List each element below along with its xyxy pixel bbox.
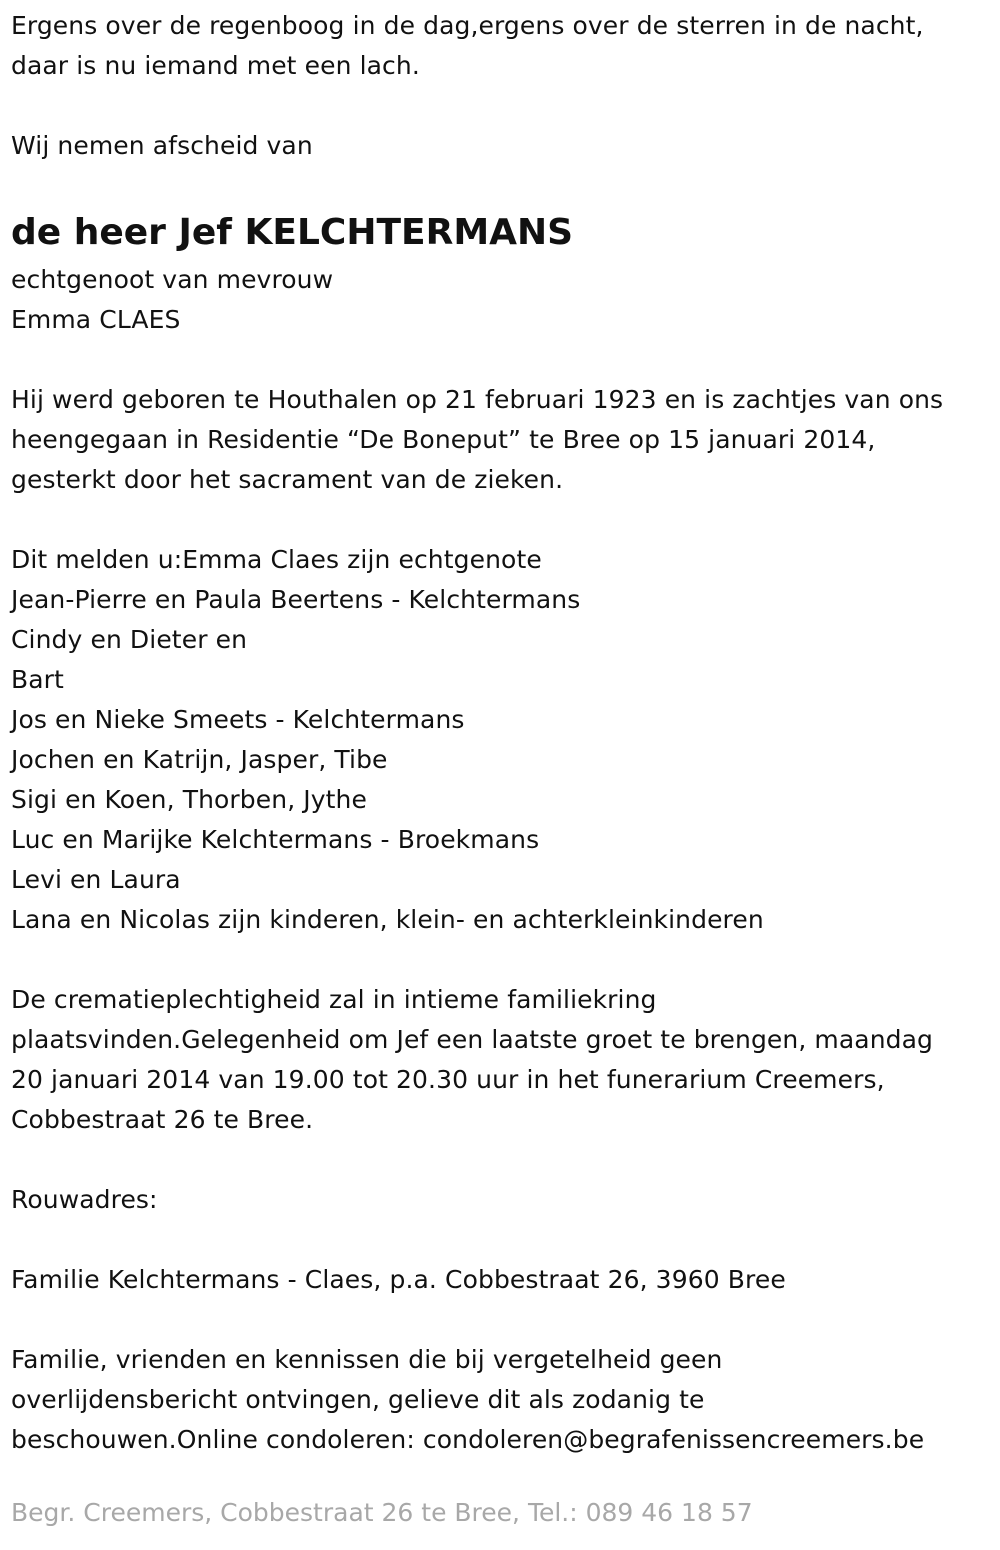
family-list xyxy=(11,540,996,940)
family-line: Jochen en Katrijn, Jasper, Tibe xyxy=(11,745,388,774)
ceremony-line: De crematieplechtigheid zal in intieme familiekring xyxy=(11,985,657,1014)
birth-death-line-2: heengegaan in Residentie “De Boneput” te Bree op 15 januari 2014, xyxy=(11,425,876,454)
notice-line: beschouwen.Online condoleren: condoleren@begrafenissencreemers.be xyxy=(11,1425,925,1454)
family-line: Levi en Laura xyxy=(11,865,181,894)
spouse-line-2: Emma CLAES xyxy=(11,305,181,334)
farewell-text: Wij nemen afscheid van xyxy=(11,131,313,160)
obituary-document xyxy=(11,6,996,1460)
ceremony-line: Cobbestraat 26 te Bree. xyxy=(11,1105,314,1134)
family-line: Sigi en Koen, Thorben, Jythe xyxy=(11,785,367,814)
family-line: Luc en Marijke Kelchtermans - Broekmans xyxy=(11,825,540,854)
family-line: Dit melden u:Emma Claes zijn echtgenote xyxy=(11,545,542,574)
deceased-name: de heer Jef KELCHTERMANS xyxy=(11,212,574,253)
ceremony-line: 20 januari 2014 van 19.00 tot 20.30 uur in het funerarium Creemers, xyxy=(11,1065,885,1094)
birth-death-line-1: Hij werd geboren te Houthalen op 21 februari 1923 en is zachtjes van ons xyxy=(11,385,944,414)
mourning-address-label: Rouwadres: xyxy=(11,1185,158,1214)
birth-death-line-3: gesterkt door het sacrament van de zieken. xyxy=(11,465,564,494)
intro-line-2: daar is nu iemand met een lach. xyxy=(11,51,420,80)
notice-line: Familie, vrienden en kennissen die bij vergetelheid geen xyxy=(11,1345,723,1374)
family-line: Jean-Pierre en Paula Beertens - Kelchtermans xyxy=(11,585,581,614)
notice-paragraph xyxy=(11,1340,996,1460)
notice-line: overlijdensbericht ontvingen, gelieve dit als zodanig te xyxy=(11,1385,705,1414)
ceremony-paragraph xyxy=(11,980,996,1140)
mourning-address: Familie Kelchtermans - Claes, p.a. Cobbestraat 26, 3960 Bree xyxy=(11,1265,786,1294)
intro-line-1: Ergens over de regenboog in de dag,ergens over de sterren in de nacht, xyxy=(11,11,924,40)
ceremony-line: plaatsvinden.Gelegenheid om Jef een laatste groet te brengen, maandag xyxy=(11,1025,934,1054)
family-line: Lana en Nicolas zijn kinderen, klein- en achterkleinkinderen xyxy=(11,905,764,934)
family-line: Jos en Nieke Smeets - Kelchtermans xyxy=(11,705,465,734)
funeral-home-footer: Begr. Creemers, Cobbestraat 26 te Bree, Tel.: 089 46 18 57 xyxy=(11,1498,753,1527)
spouse-line-1: echtgenoot van mevrouw xyxy=(11,265,334,294)
family-line: Bart xyxy=(11,665,64,694)
family-line: Cindy en Dieter en xyxy=(11,625,248,654)
